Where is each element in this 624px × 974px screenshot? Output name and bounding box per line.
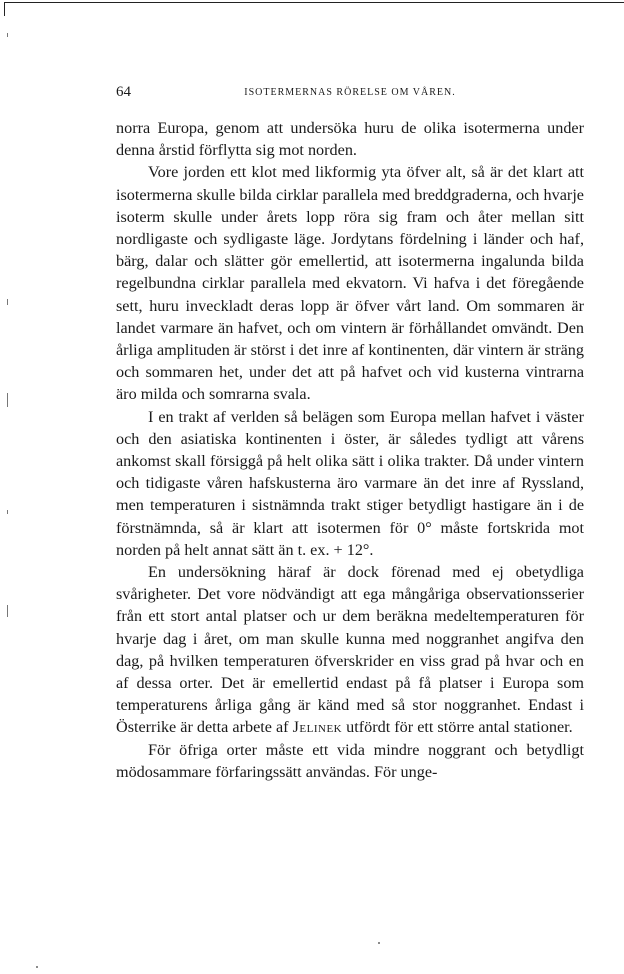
body-text (116, 117, 584, 783)
margin-mark (7, 33, 8, 37)
page-header (116, 84, 584, 106)
margin-mark (7, 510, 8, 514)
paragraph: Vore jorden ett klot med likformig yta öfver alt, så är det klart att isotermerna skulle bilda cirklar parallela med breddgraderna, och hvarje isoterm skulle under årets lopp röra sig fram och åter mellan sitt nordligaste och sydligaste läge. Jordytans fördelning i länder och haf, bärg, dalar och slätter gör emellertid, att isotermerna ingalunda bilda regelbundna cirklar parallela med ekvatorn. Vi hafva i det föregående sett, huru inveckladt deras lopp är öfver vårt land. Om sommaren är landet varmare än hafvet, och om vintern är förhållandet omvändt. Den årliga amplituden är störst i det inre af kontinenten, där vintern är sträng och sommaren het, under det att på hafvet och vid kusterna vintrarna äro milda och somrarna svala. (116, 163, 584, 404)
margin-mark (7, 605, 8, 617)
author-name: Jelinek (292, 718, 343, 737)
running-title: ISOTERMERNAS RÖRELSE OM VÅREN. (244, 87, 456, 98)
page-top-border (4, 2, 624, 3)
speck (378, 942, 380, 944)
paragraph: För öfriga orter måste ett vida mindre noggrant och betydligt mödosammare förfaringssätt användas. För unge- (116, 740, 584, 781)
page-number: 64 (116, 84, 131, 100)
margin-mark (7, 299, 8, 305)
margin-mark (7, 393, 8, 407)
page-corner-border (4, 2, 5, 16)
paragraph-text: utfördt för ett större antal stationer. (342, 718, 573, 737)
speck (36, 966, 38, 968)
paragraph (116, 561, 584, 739)
paragraph: I en trakt af verlden så belägen som Europa mellan hafvet i väster och den asiatiska kontinenten i öster, är således tydligt att vårens ankomst skall försiggå på helt olika sätt i olika trakter. Då under vintern och tidigaste våren hafskusterna äro varmare än det inre af Ryssland, men temperaturen i sistnämnda trakt stiger betydligt hastigare än i de förstnämnda, så är klart att isotermen för 0° måste fortskrida mot norden på helt annat sätt än t. ex. + 12°. (116, 407, 584, 559)
paragraph: norra Europa, genom att undersöka huru de olika isotermerna under denna årstid förflytta sig mot norden. (116, 119, 584, 160)
paragraph-text: En undersökning häraf är dock förenad med ej obetydliga svårigheter. Det vore nödvändigt att ega mångåriga observationsserier från ett stort antal platser och ur dem beräkna medeltemperaturen för hvarje dag i året, om man skulle kunna med noggranhet angifva den dag, på hvilken temperaturen öfverskrider en viss grad på hvar och en af dessa orter. Det är emellertid endast på få platser i Europa som temperaturens årliga gång är känd med så stor noggranhet. Endast i Österrike är detta arbete af (116, 563, 584, 737)
